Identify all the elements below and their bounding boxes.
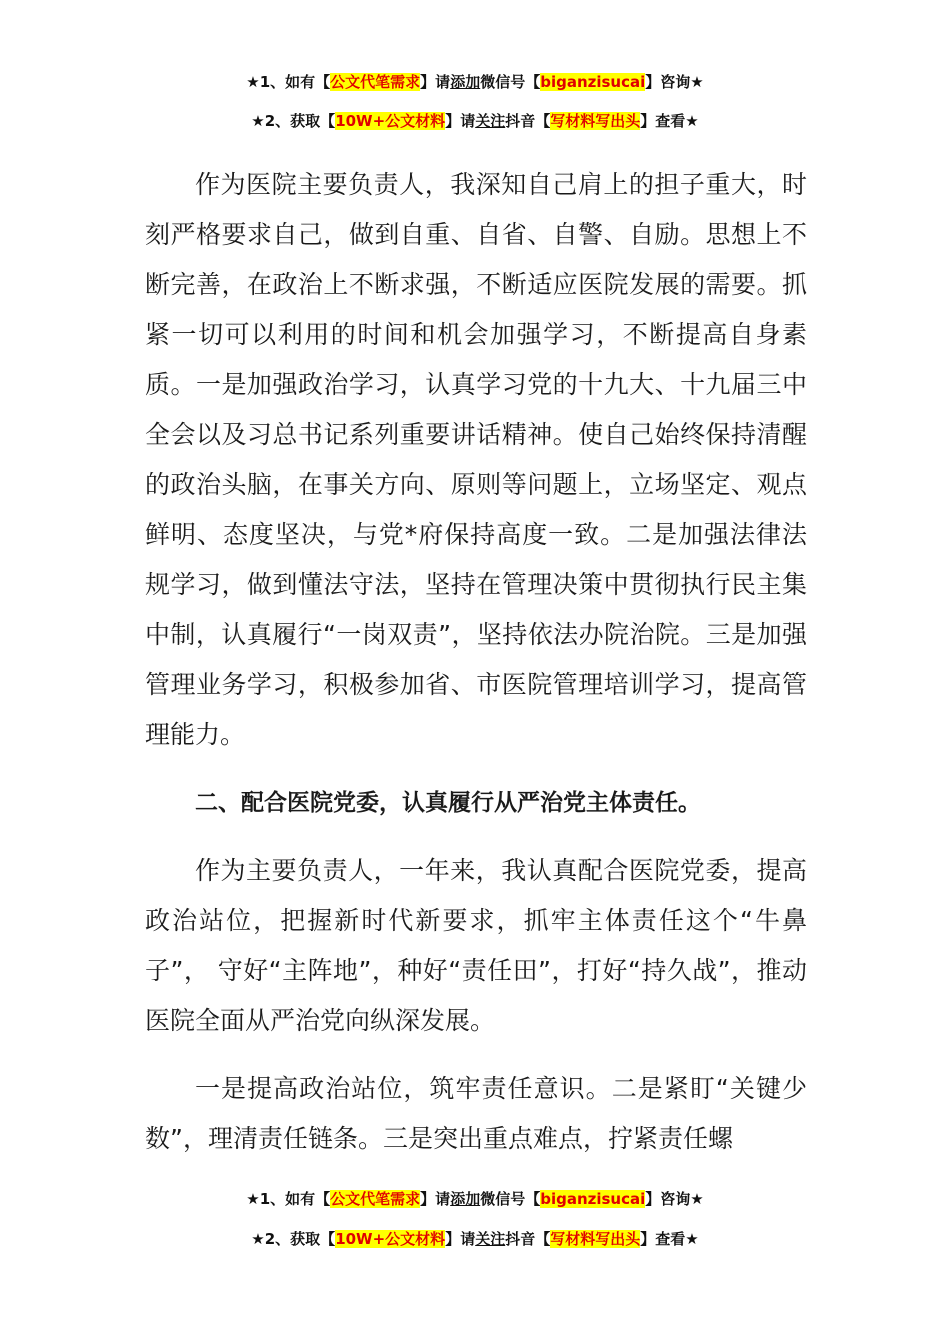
banner-line-1 — [0, 72, 950, 92]
paragraph-3: 一是提高政治站位，筑牢责任意识。二是紧盯“关键少数”，理清责任链条。三是突出重点难点，拧紧责任螺 — [145, 1074, 807, 1153]
banner-text: ★1、如有【 — [246, 73, 331, 91]
banner-underline: 添加 — [450, 73, 481, 91]
banner-text: ★1、如有【 — [246, 1190, 331, 1208]
document-body — [145, 160, 807, 1164]
banner-text: 微信号【 — [480, 73, 541, 91]
banner-text: 抖音【 — [505, 1230, 551, 1248]
banner-text: 抖音【 — [505, 112, 551, 130]
banner-underline: 关注 — [475, 112, 506, 130]
banner-text: 】请 — [445, 112, 476, 130]
banner-highlight: 10W+公文材料 — [335, 112, 446, 130]
banner-highlight: biganzisucai — [540, 73, 646, 91]
banner-text: ★2、获取【 — [251, 112, 336, 130]
banner-text: 】查看★ — [640, 112, 699, 130]
banner-text: 】咨询★ — [645, 73, 704, 91]
footer-banner-line-1 — [0, 1189, 950, 1209]
banner-underline: 关注 — [475, 1230, 506, 1248]
banner-highlight: biganzisucai — [540, 1190, 646, 1208]
banner-text: 】查看★ — [640, 1230, 699, 1248]
banner-underline: 添加 — [450, 1190, 481, 1208]
banner-text: 】咨询★ — [645, 1190, 704, 1208]
banner-text: ★2、获取【 — [251, 1230, 336, 1248]
paragraph-2: 作为主要负责人，一年来，我认真配合医院党委，提高政治站位，把握新时代新要求，抓牢主体责任这个“牛鼻子”， 守好“主阵地”，种好“责任田”，打好“持久战”，推动医院全面从严治党向纵深发展。 — [145, 856, 807, 1035]
paragraph-gap — [145, 1046, 807, 1064]
footer-banner-line-2 — [0, 1229, 950, 1249]
banner-highlight: 写材料写出头 — [550, 1230, 641, 1248]
section-heading-2: 二、配合医院党委，认真履行从严治党主体责任。 — [195, 790, 701, 816]
banner-highlight: 公文代笔需求 — [330, 73, 421, 91]
banner-text: 】请 — [445, 1230, 476, 1248]
banner-text: 微信号【 — [480, 1190, 541, 1208]
paragraph-1: 作为医院主要负责人，我深知自己肩上的担子重大，时刻严格要求自己，做到自重、自省、自警、自励。思想上不断完善，在政治上不断求强，不断适应医院发展的需要。抓紧一切可以利用的时间和机会加强学习，不断提高自身素质。一是加强政治学习，认真学习党的十九大、十九届三中全会以及习总书记系列重要讲话精神。使自己始终保持清醒的政治头脑，在事关方向、原则等问题上，立场坚定、观点鲜明、态度坚决，与党*府保持高度一致。二是加强法律法规学习，做到懂法守法，坚持在管理决策中贯彻执行民主集中制，认真履行“一岗双责”，坚持依法办院治院。三是加强管理业务学习，积极参加省、市医院管理培训学习，提高管理能力。 — [145, 170, 807, 749]
banner-highlight: 公文代笔需求 — [330, 1190, 421, 1208]
banner-highlight: 10W+公文材料 — [335, 1230, 446, 1248]
banner-text: 】请 — [420, 73, 451, 91]
banner-line-2 — [0, 111, 950, 131]
banner-text: 】请 — [420, 1190, 451, 1208]
banner-highlight: 写材料写出头 — [550, 112, 641, 130]
